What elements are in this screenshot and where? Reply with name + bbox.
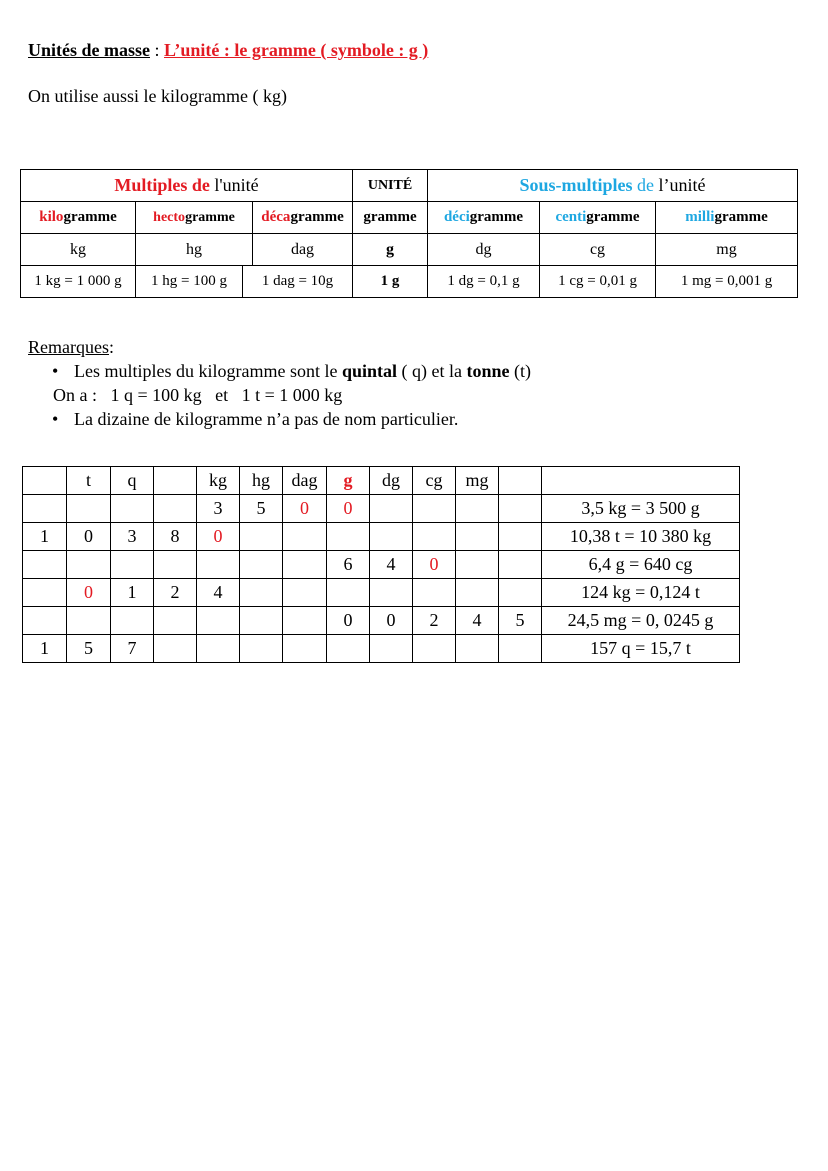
digit-cell: [499, 579, 542, 607]
unit-equivalence: 1 g: [353, 266, 428, 298]
digit-cell: [67, 495, 111, 523]
digit-cell: 4: [197, 579, 240, 607]
digit-cell: [370, 635, 413, 663]
unit-symbol: mg: [656, 234, 798, 266]
unit-name-hg: hectogramme: [136, 202, 253, 234]
remarks-heading: Remarques: [28, 337, 109, 357]
digit-cell: [456, 635, 499, 663]
unit-symbol: cg: [540, 234, 656, 266]
table-row: [23, 495, 740, 523]
digit-cell: 5: [67, 635, 111, 663]
digit-cell: [499, 635, 542, 663]
unit-symbol: g: [353, 234, 428, 266]
digit-cell: 5: [240, 495, 283, 523]
digit-cell: 1: [23, 635, 67, 663]
digit-cell: [111, 607, 154, 635]
digit-cell: 0: [413, 551, 456, 579]
conversion-result: 10,38 t = 10 380 kg: [542, 523, 740, 551]
unit-header: UNITÉ: [353, 170, 428, 202]
digit-cell: 8: [154, 523, 197, 551]
digit-cell: 0: [370, 607, 413, 635]
digit-cell: [154, 495, 197, 523]
digit-cell: [456, 495, 499, 523]
column-header: hg: [240, 467, 283, 495]
digit-cell: 0: [283, 495, 327, 523]
digit-cell: [370, 523, 413, 551]
digit-cell: [23, 551, 67, 579]
conversion-table: [22, 466, 740, 663]
unit-equivalence: 1 dg = 0,1 g: [428, 266, 540, 298]
digit-cell: [240, 551, 283, 579]
column-header: mg: [456, 467, 499, 495]
page-title: [28, 40, 428, 61]
remarks: Remarques: • Les multiples du kilogramme sont le quintal ( q) et la tonne (t) On a : 1 q = 100 kg et 1 t = 1 000 kg • La dizaine de kilogramme n’a pas de nom particulier.: [28, 335, 531, 431]
unit-equivalence: 1 cg = 0,01 g: [540, 266, 656, 298]
digit-cell: [197, 607, 240, 635]
digit-cell: 3: [197, 495, 240, 523]
conversion-result: 124 kg = 0,124 t: [542, 579, 740, 607]
digit-cell: [67, 551, 111, 579]
digit-cell: 0: [327, 495, 370, 523]
digit-cell: 2: [154, 579, 197, 607]
digit-cell: [240, 523, 283, 551]
column-header: [23, 467, 67, 495]
table-row: [23, 579, 740, 607]
table-row: [23, 523, 740, 551]
digit-cell: [154, 551, 197, 579]
digit-cell: [23, 495, 67, 523]
submultiples-header: Sous-multiples de l’unité: [428, 170, 798, 202]
digit-cell: [456, 551, 499, 579]
remark-bullet-2: • La dizaine de kilogramme n’a pas de nom particulier.: [74, 407, 531, 431]
digit-cell: 3: [111, 523, 154, 551]
digit-cell: [197, 551, 240, 579]
digit-cell: [111, 495, 154, 523]
column-header: kg: [197, 467, 240, 495]
column-header: [542, 467, 740, 495]
unit-equivalence: 1 dag = 10g: [243, 266, 353, 298]
digit-cell: [499, 523, 542, 551]
unit-name-dag: décagramme: [253, 202, 353, 234]
unit-name-kg: kilogramme: [21, 202, 136, 234]
digit-cell: 2: [413, 607, 456, 635]
multiples-header: Multiples de l'unité: [21, 170, 353, 202]
title-separator: :: [150, 40, 165, 60]
digit-cell: [327, 635, 370, 663]
table-row: [23, 551, 740, 579]
unit-name-cg: centigramme: [540, 202, 656, 234]
column-header: dg: [370, 467, 413, 495]
digit-cell: [499, 551, 542, 579]
title-heading: Unités de masse: [28, 40, 150, 60]
digit-cell: [370, 579, 413, 607]
digit-cell: [240, 579, 283, 607]
remark-equation: On a : 1 q = 100 kg et 1 t = 1 000 kg: [53, 385, 343, 405]
digit-cell: [67, 607, 111, 635]
digit-cell: [327, 579, 370, 607]
digit-cell: [111, 551, 154, 579]
digit-cell: 1: [111, 579, 154, 607]
conversion-result: 6,4 g = 640 cg: [542, 551, 740, 579]
digit-cell: 0: [327, 607, 370, 635]
unit-name-dg: décigramme: [428, 202, 540, 234]
column-header: [154, 467, 197, 495]
unit-symbol: dag: [253, 234, 353, 266]
digit-cell: [283, 635, 327, 663]
digit-cell: [240, 635, 283, 663]
unit-symbol: kg: [21, 234, 136, 266]
column-header: q: [111, 467, 154, 495]
digit-cell: [283, 551, 327, 579]
digit-cell: 0: [67, 523, 111, 551]
digit-cell: 0: [197, 523, 240, 551]
digit-cell: [283, 523, 327, 551]
column-header: [499, 467, 542, 495]
unit-name-g: gramme: [353, 202, 428, 234]
digit-cell: [499, 495, 542, 523]
digit-cell: 4: [370, 551, 413, 579]
digit-cell: [327, 523, 370, 551]
digit-cell: [154, 607, 197, 635]
digit-cell: [413, 523, 456, 551]
units-table: [20, 169, 798, 298]
digit-cell: 4: [456, 607, 499, 635]
column-header: cg: [413, 467, 456, 495]
remark-bullet-1: • Les multiples du kilogramme sont le quintal ( q) et la tonne (t): [74, 359, 531, 383]
digit-cell: [240, 607, 283, 635]
digit-cell: [456, 579, 499, 607]
digit-cell: [23, 579, 67, 607]
unit-name-mg: milligramme: [656, 202, 798, 234]
digit-cell: 5: [499, 607, 542, 635]
digit-cell: 0: [67, 579, 111, 607]
digit-cell: [154, 635, 197, 663]
conversion-result: 24,5 mg = 0, 0245 g: [542, 607, 740, 635]
unit-symbol: dg: [428, 234, 540, 266]
unit-equivalence: 1 hg = 100 g: [136, 266, 243, 298]
digit-cell: [413, 635, 456, 663]
unit-symbol: hg: [136, 234, 253, 266]
digit-cell: 7: [111, 635, 154, 663]
digit-cell: [413, 579, 456, 607]
unit-equivalence: 1 mg = 0,001 g: [656, 266, 798, 298]
digit-cell: [283, 607, 327, 635]
digit-cell: [283, 579, 327, 607]
digit-cell: [413, 495, 456, 523]
digit-cell: [370, 495, 413, 523]
digit-cell: [456, 523, 499, 551]
unit-equivalence: 1 kg = 1 000 g: [21, 266, 136, 298]
title-unit: L’unité : le gramme ( symbole : g ): [164, 40, 429, 60]
column-header: dag: [283, 467, 327, 495]
intro-text: On utilise aussi le kilogramme ( kg): [28, 86, 287, 106]
digit-cell: [23, 607, 67, 635]
table-row: [23, 607, 740, 635]
digit-cell: 6: [327, 551, 370, 579]
column-header: g: [327, 467, 370, 495]
conversion-result: 3,5 kg = 3 500 g: [542, 495, 740, 523]
table-row: [23, 635, 740, 663]
column-header: t: [67, 467, 111, 495]
digit-cell: 1: [23, 523, 67, 551]
conversion-result: 157 q = 15,7 t: [542, 635, 740, 663]
digit-cell: [197, 635, 240, 663]
